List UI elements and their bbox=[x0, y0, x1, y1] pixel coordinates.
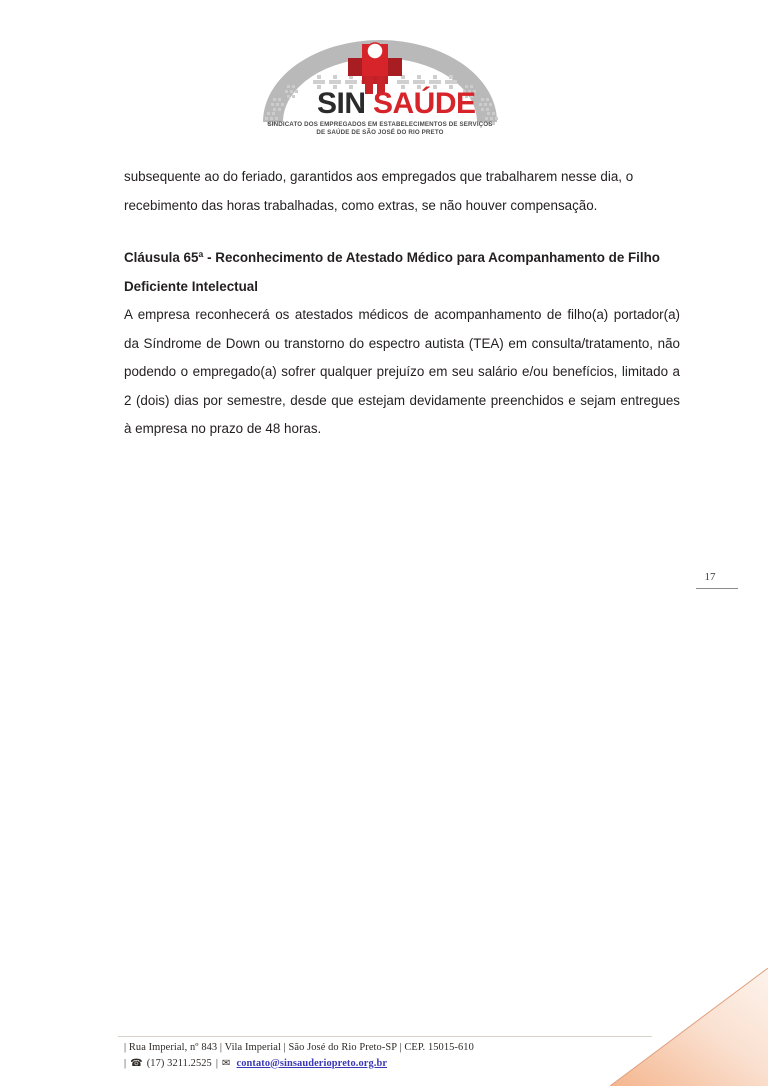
page-number: 17 bbox=[704, 571, 716, 583]
paragraph-continued: subsequente ao do feriado, garantidos aos empregados que trabalharem nesse dia, o recebimento das horas trabalhadas, como extras, se não houver compensação. bbox=[124, 169, 634, 213]
footer-phone: (17) 3211.2525 bbox=[146, 1057, 212, 1069]
footer-email-link[interactable]: contato@sinsauderiopreto.org.br bbox=[236, 1057, 388, 1069]
logo-subtitle-line2: DE SAÚDE DE SÃO JOSÉ DO RIO PRETO bbox=[316, 129, 444, 136]
page-footer bbox=[124, 1040, 684, 1071]
clause-paragraph: A empresa reconhecerá os atestados médicos de acompanhamento de filho(a) portador(a) da Síndrome de Down ou transtorno do espectro autista (TEA) em consulta/tratamento, não podendo o empregado(a) sofrer qualquer prejuízo em seu salário e/ou benefícios, limitado a 2 (dois) dias por semestre, desde que estejam devidamente preenchidos e sejam entregues à empresa no prazo de 48 horas. bbox=[124, 307, 680, 436]
clause-heading: Cláusula 65ª - Reconhecimento de Atestado Médico para Acompanhamento de Filho Deficiente Intelectual bbox=[124, 250, 660, 294]
footer-pipe-1: | bbox=[124, 1057, 127, 1069]
footer-address: | Rua Imperial, nº 843 | Vila Imperial | São José do Rio Preto-SP | CEP. 15015-610 bbox=[124, 1042, 474, 1053]
sinsaude-logo bbox=[255, 30, 505, 140]
page-number-block bbox=[678, 570, 742, 589]
footer-pipe-2: | bbox=[215, 1057, 219, 1069]
logo-wordmark-saude: SAÚDE bbox=[373, 87, 476, 120]
logo-subtitle-line1: SINDICATO DOS EMPREGADOS EM ESTABELECIMENTOS DE SERVIÇOS bbox=[267, 121, 493, 128]
phone-icon: ☎ bbox=[130, 1057, 143, 1069]
logo-artwork bbox=[255, 30, 505, 140]
page-header bbox=[0, 0, 768, 150]
document-body bbox=[124, 163, 680, 444]
logo-wordmark-sin: SIN bbox=[317, 87, 366, 120]
envelope-icon: ✉ bbox=[222, 1057, 231, 1069]
footer-divider bbox=[118, 1036, 652, 1037]
page-number-rule bbox=[696, 588, 738, 589]
footer-contact bbox=[124, 1056, 684, 1072]
